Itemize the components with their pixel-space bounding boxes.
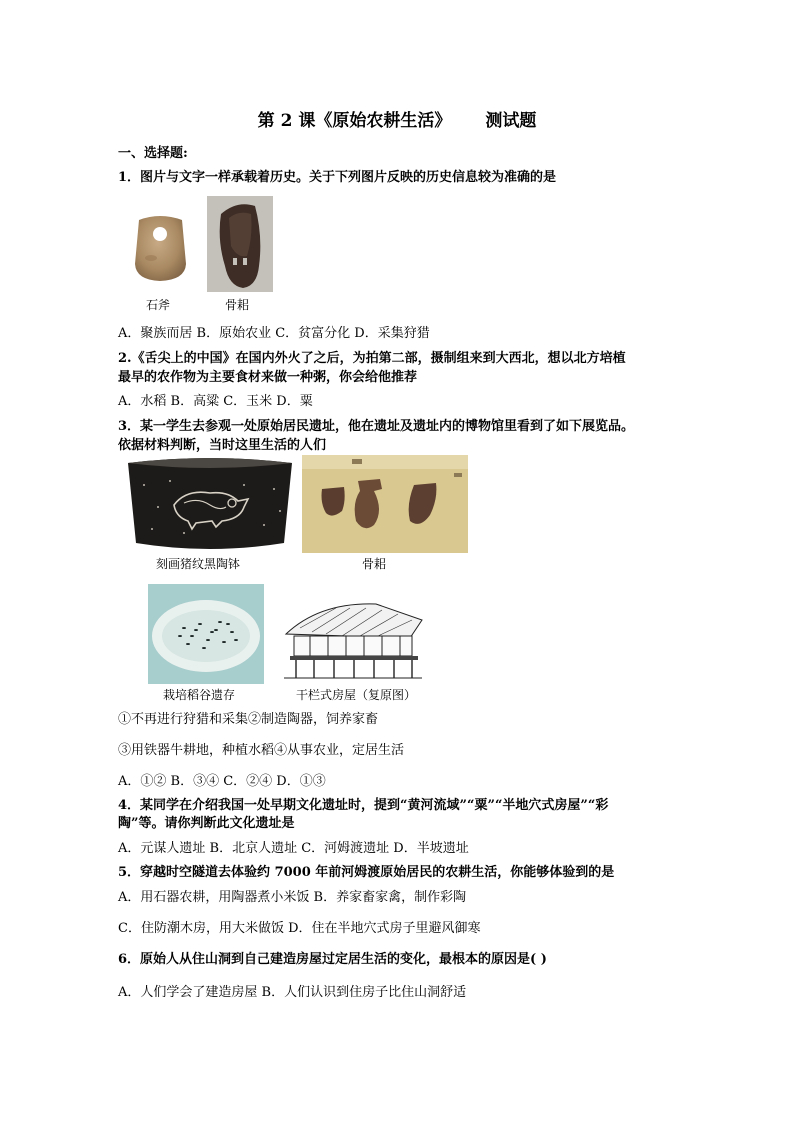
pig-pattern-pottery-image [124,455,296,553]
bone-spade-image-1 [207,196,273,292]
section-heading: 一、选择题: [118,146,188,161]
question-2-options: A．水稻 B．高粱 C．玉米 D．粟 [118,394,313,409]
question-1-options: A．聚族而居 B．原始农业 C．贫富分化 D．采集狩猎 [118,326,430,341]
caption-stilt-house: 干栏式房屋（复原图） [296,688,417,702]
question-3-options: A．①② B．③④ C．②④ D．①③ [118,774,326,789]
question-3-line-2: 依据材料判断，当时这里生活的人们 [118,438,327,453]
stilt-house-image [280,600,426,682]
question-3-statement-2: ③用铁器牛耕地，种植水稻④从事农业，定居生活 [118,743,405,758]
question-4-line-1: 4．某同学在介绍我国一处早期文化遗址时，提到“黄河流域”“粟”“半地穴式房屋”“彩 [118,798,609,813]
question-5-options-ab: A．用石器农耕，用陶器煮小米饭 B．养家畜家禽，制作彩陶 [118,890,467,905]
stone-axe-image [133,212,188,282]
question-6-options-ab: A．人们学会了建造房屋 B．人们认识到住房子比住山洞舒适 [118,985,467,1000]
title-suffix: 测试题 [485,111,537,131]
rice-remains-image [148,584,264,684]
caption-bone-spade-1: 骨耜 [225,298,250,312]
caption-bone-spade-2: 骨耜 [362,557,387,571]
question-1-text: 1．图片与文字一样承载着历史。关于下列图片反映的历史信息较为准确的是 [118,170,557,185]
question-3-line-1: 3．某一学生去参观一处原始居民遗址，他在遗址及遗址内的博物馆里看到了如下展览品。 [118,419,635,434]
page-title [0,106,794,131]
bone-spade-image-2 [302,455,468,553]
question-4-line-2: 陶”等。请你判断此文化遗址是 [118,816,295,831]
title-main: 第 2 课《原始农耕生活》 [257,111,452,131]
caption-pottery: 刻画猪纹黑陶钵 [156,557,241,571]
question-2-line-2: 最早的农作物为主要食材来做一种粥，你会给他推荐 [118,370,418,385]
caption-rice-remains: 栽培稻谷遗存 [163,688,236,702]
question-5-options-cd: C．住防潮木房，用大米做饭 D．住在半地穴式房子里避风御寒 [118,921,481,936]
question-4-options: A．元谋人遗址 B．北京人遗址 C．河姆渡遗址 D．半坡遗址 [118,841,469,856]
question-3-statement-1: ①不再进行狩猎和采集②制造陶器，饲养家畜 [118,712,379,727]
caption-stone-axe: 石斧 [146,298,171,312]
question-6-text: 6．原始人从住山洞到自己建造房屋过定居生活的变化，最根本的原因是( ) [118,952,547,967]
question-5-text: 5．穿越时空隧道去体验约 7000 年前河姆渡原始居民的农耕生活，你能够体验到的是 [118,865,615,880]
question-2-line-1: 2.《舌尖上的中国》在国内外火了之后，为拍第二部，摄制组来到大西北，想以北方培植 [118,351,626,366]
